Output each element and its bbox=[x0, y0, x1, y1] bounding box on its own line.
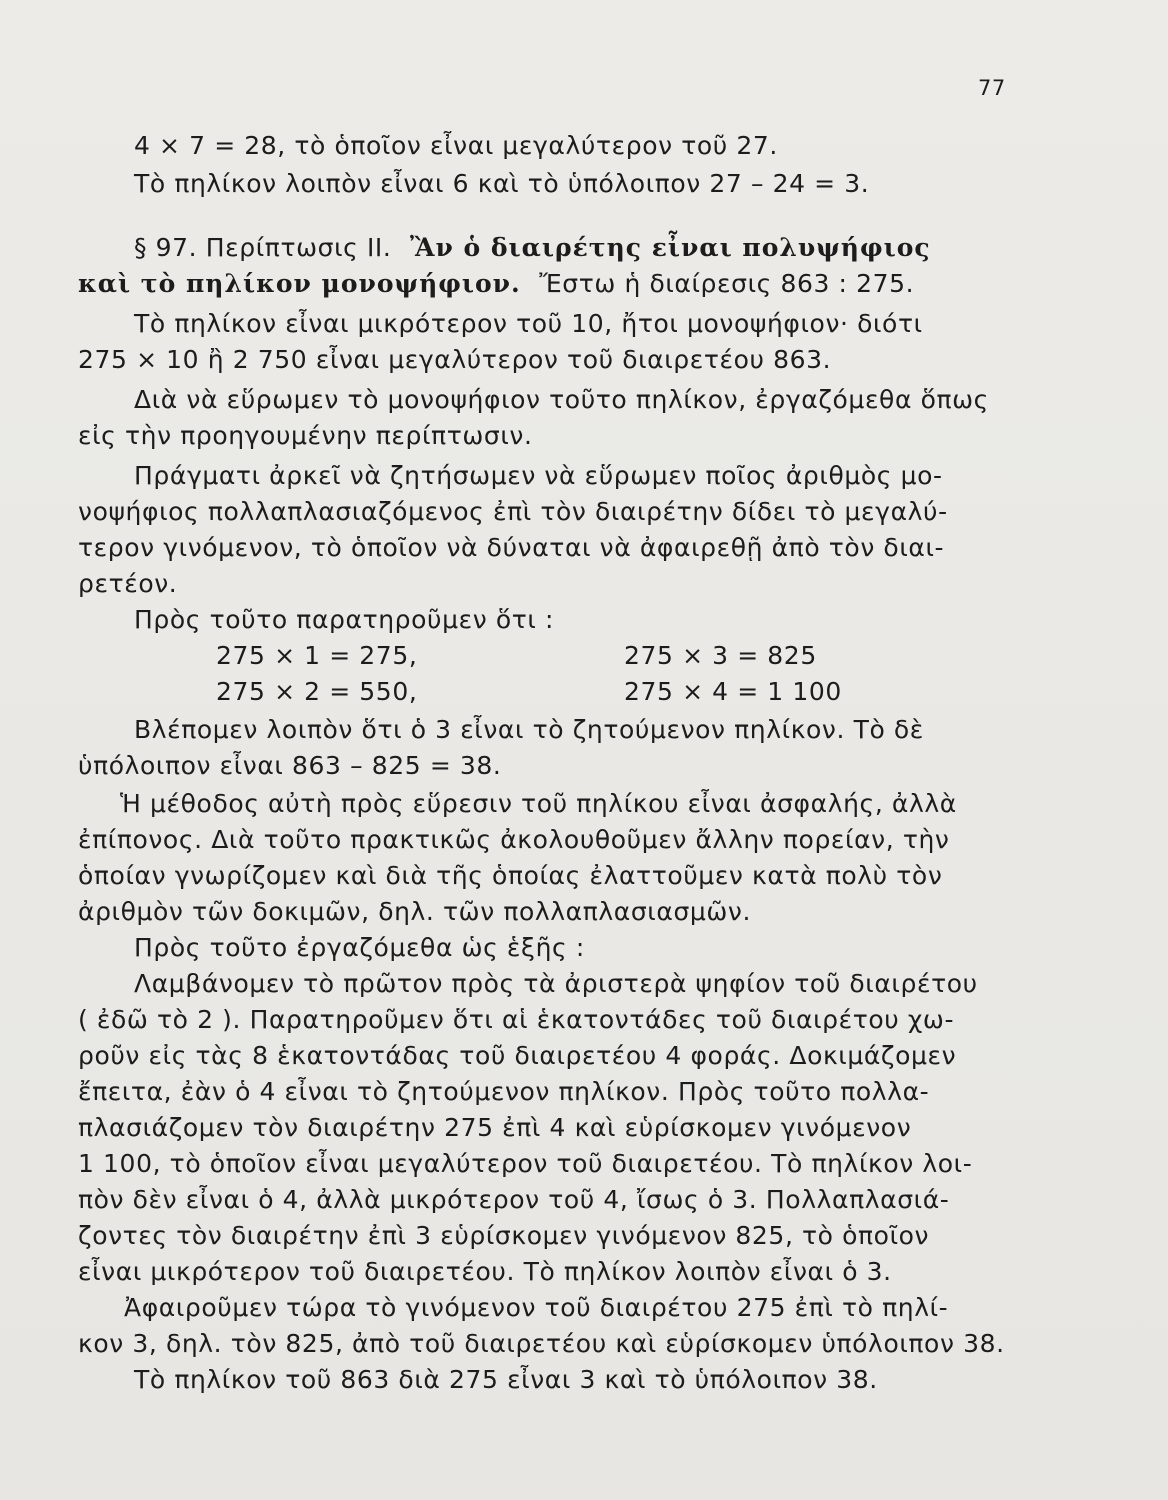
text-line: Πρὸς τοῦτο παρατηροῦμεν ὅτι : bbox=[134, 605, 554, 634]
text-line: ρετέον. bbox=[78, 569, 178, 598]
section-title-continued: καὶ τὸ πηλίκον μονοψήφιον. bbox=[78, 269, 521, 298]
calculation: 275 × 4 = 1 100 bbox=[624, 677, 842, 706]
section-title: Ἂν ὁ διαιρέτης εἶναι πολυψήφιος bbox=[410, 233, 931, 262]
text-line: Πρὸς τοῦτο ἐργαζόμεθα ὡς ἑξῆς : bbox=[134, 933, 585, 962]
text-line: Διὰ νὰ εὕρωμεν τὸ μονοψήφιον τοῦτο πηλίκον, ἐργαζόμεθα ὅπως bbox=[134, 385, 989, 414]
text-line: κον 3, δηλ. τὸν 825, ἀπὸ τοῦ διαιρετέου καὶ εὑρίσκομεν ὑπόλοιπον 38. bbox=[78, 1329, 1005, 1358]
text-line: ( ἐδῶ τὸ 2 ). Παρατηροῦμεν ὅτι αἱ ἑκατοντάδες τοῦ διαιρέτου χω- bbox=[78, 1005, 955, 1034]
text-line: 1 100, τὸ ὁποῖον εἶναι μεγαλύτερον τοῦ διαιρετέου. Τὸ πηλίκον λοι- bbox=[78, 1149, 973, 1178]
section-heading-line-2 bbox=[78, 266, 1004, 302]
text-line: νοψήφιος πολλαπλασιαζόμενος ἐπὶ τὸν διαιρέτην δίδει τὸ μεγαλύ- bbox=[78, 497, 948, 526]
text-line: Βλέπομεν λοιπὸν ὅτι ὁ 3 εἶναι τὸ ζητούμενον πηλίκον. Τὸ δὲ bbox=[134, 715, 924, 744]
text-line: πὸν δὲν εἶναι ὁ 4, ἀλλὰ μικρότερον τοῦ 4, ἴσως ὁ 3. Πολλαπλασιά- bbox=[78, 1185, 950, 1214]
text-line: 4 × 7 = 28, τὸ ὁποῖον εἶναι μεγαλύτερον τοῦ 27. bbox=[134, 131, 778, 160]
page-number: 77 bbox=[978, 76, 1006, 100]
text-line: Ἔστω ἡ διαίρεσις 863 : 275. bbox=[539, 269, 915, 298]
text-line: ὑπόλοιπον εἶναι 863 – 825 = 38. bbox=[78, 751, 502, 780]
text-line: ὁποίαν γνωρίζομεν καὶ διὰ τῆς ὁποίας ἐλαττοῦμεν κατὰ πολὺ τὸν bbox=[78, 861, 943, 890]
text-line: Πράγματι ἀρκεῖ νὰ ζητήσωμεν νὰ εὕρωμεν ποῖος ἀριθμὸς μο- bbox=[134, 461, 943, 490]
text-line: Λαμβάνομεν τὸ πρῶτον πρὸς τὰ ἀριστερὰ ψηφίον τοῦ διαιρέτου bbox=[134, 969, 978, 998]
text-line: Τὸ πηλίκον λοιπὸν εἶναι 6 καὶ τὸ ὑπόλοιπον 27 – 24 = 3. bbox=[134, 169, 870, 198]
section-heading-line bbox=[134, 230, 1004, 266]
text-line: τερον γινόμενον, τὸ ὁποῖον νὰ δύναται νὰ ἀφαιρεθῇ ἀπὸ τὸν διαι- bbox=[78, 533, 945, 562]
text-line: ἔπειτα, ἐὰν ὁ 4 εἶναι τὸ ζητούμενον πηλίκον. Πρὸς τοῦτο πολλα- bbox=[78, 1077, 930, 1106]
text-line: ἀριθμὸν τῶν δοκιμῶν, δηλ. τῶν πολλαπλασιασμῶν. bbox=[78, 897, 752, 926]
text-line: εἶναι μικρότερον τοῦ διαιρετέου. Τὸ πηλίκον λοιπὸν εἶναι ὁ 3. bbox=[78, 1257, 892, 1286]
text-line: Ἡ μέθοδος αὐτὴ πρὸς εὕρεσιν τοῦ πηλίκου εἶναι ἀσφαλής, ἀλλὰ bbox=[120, 789, 957, 818]
text-line: Τὸ πηλίκον τοῦ 863 διὰ 275 εἶναι 3 καὶ τὸ ὑπόλοιπον 38. bbox=[134, 1365, 878, 1394]
text-line: ἐπίπονος. Διὰ τοῦτο πρακτικῶς ἀκολουθοῦμεν ἄλλην πορείαν, τὴν bbox=[78, 825, 950, 854]
text-line: πλασιάζομεν τὸν διαιρέτην 275 ἐπὶ 4 καὶ εὑρίσκομεν γινόμενον bbox=[78, 1113, 912, 1142]
section-number: § 97. Περίπτωσις ΙΙ. bbox=[134, 233, 392, 262]
text-line: εἰς τὴν προηγουμένην περίπτωσιν. bbox=[78, 421, 533, 450]
text-line: 275 × 10 ἢ 2 750 εἶναι μεγαλύτερον τοῦ διαιρετέου 863. bbox=[78, 345, 832, 374]
text-line: ζοντες τὸν διαιρέτην ἐπὶ 3 εὑρίσκομεν γινόμενον 825, τὸ ὁποῖον bbox=[78, 1221, 930, 1250]
text-line: ροῦν εἰς τὰς 8 ἑκατοντάδας τοῦ διαιρετέου 4 φοράς. Δοκιμάζομεν bbox=[78, 1041, 957, 1070]
text-line: Τὸ πηλίκον εἶναι μικρότερον τοῦ 10, ἤτοι μονοψήφιον· διότι bbox=[134, 309, 923, 338]
calculation: 275 × 3 = 825 bbox=[624, 641, 817, 670]
calculation: 275 × 2 = 550, bbox=[216, 677, 418, 706]
calculation: 275 × 1 = 275, bbox=[216, 641, 418, 670]
text-line: Ἀφαιροῦμεν τώρα τὸ γινόμενον τοῦ διαιρέτου 275 ἐπὶ τὸ πηλί- bbox=[124, 1293, 949, 1322]
